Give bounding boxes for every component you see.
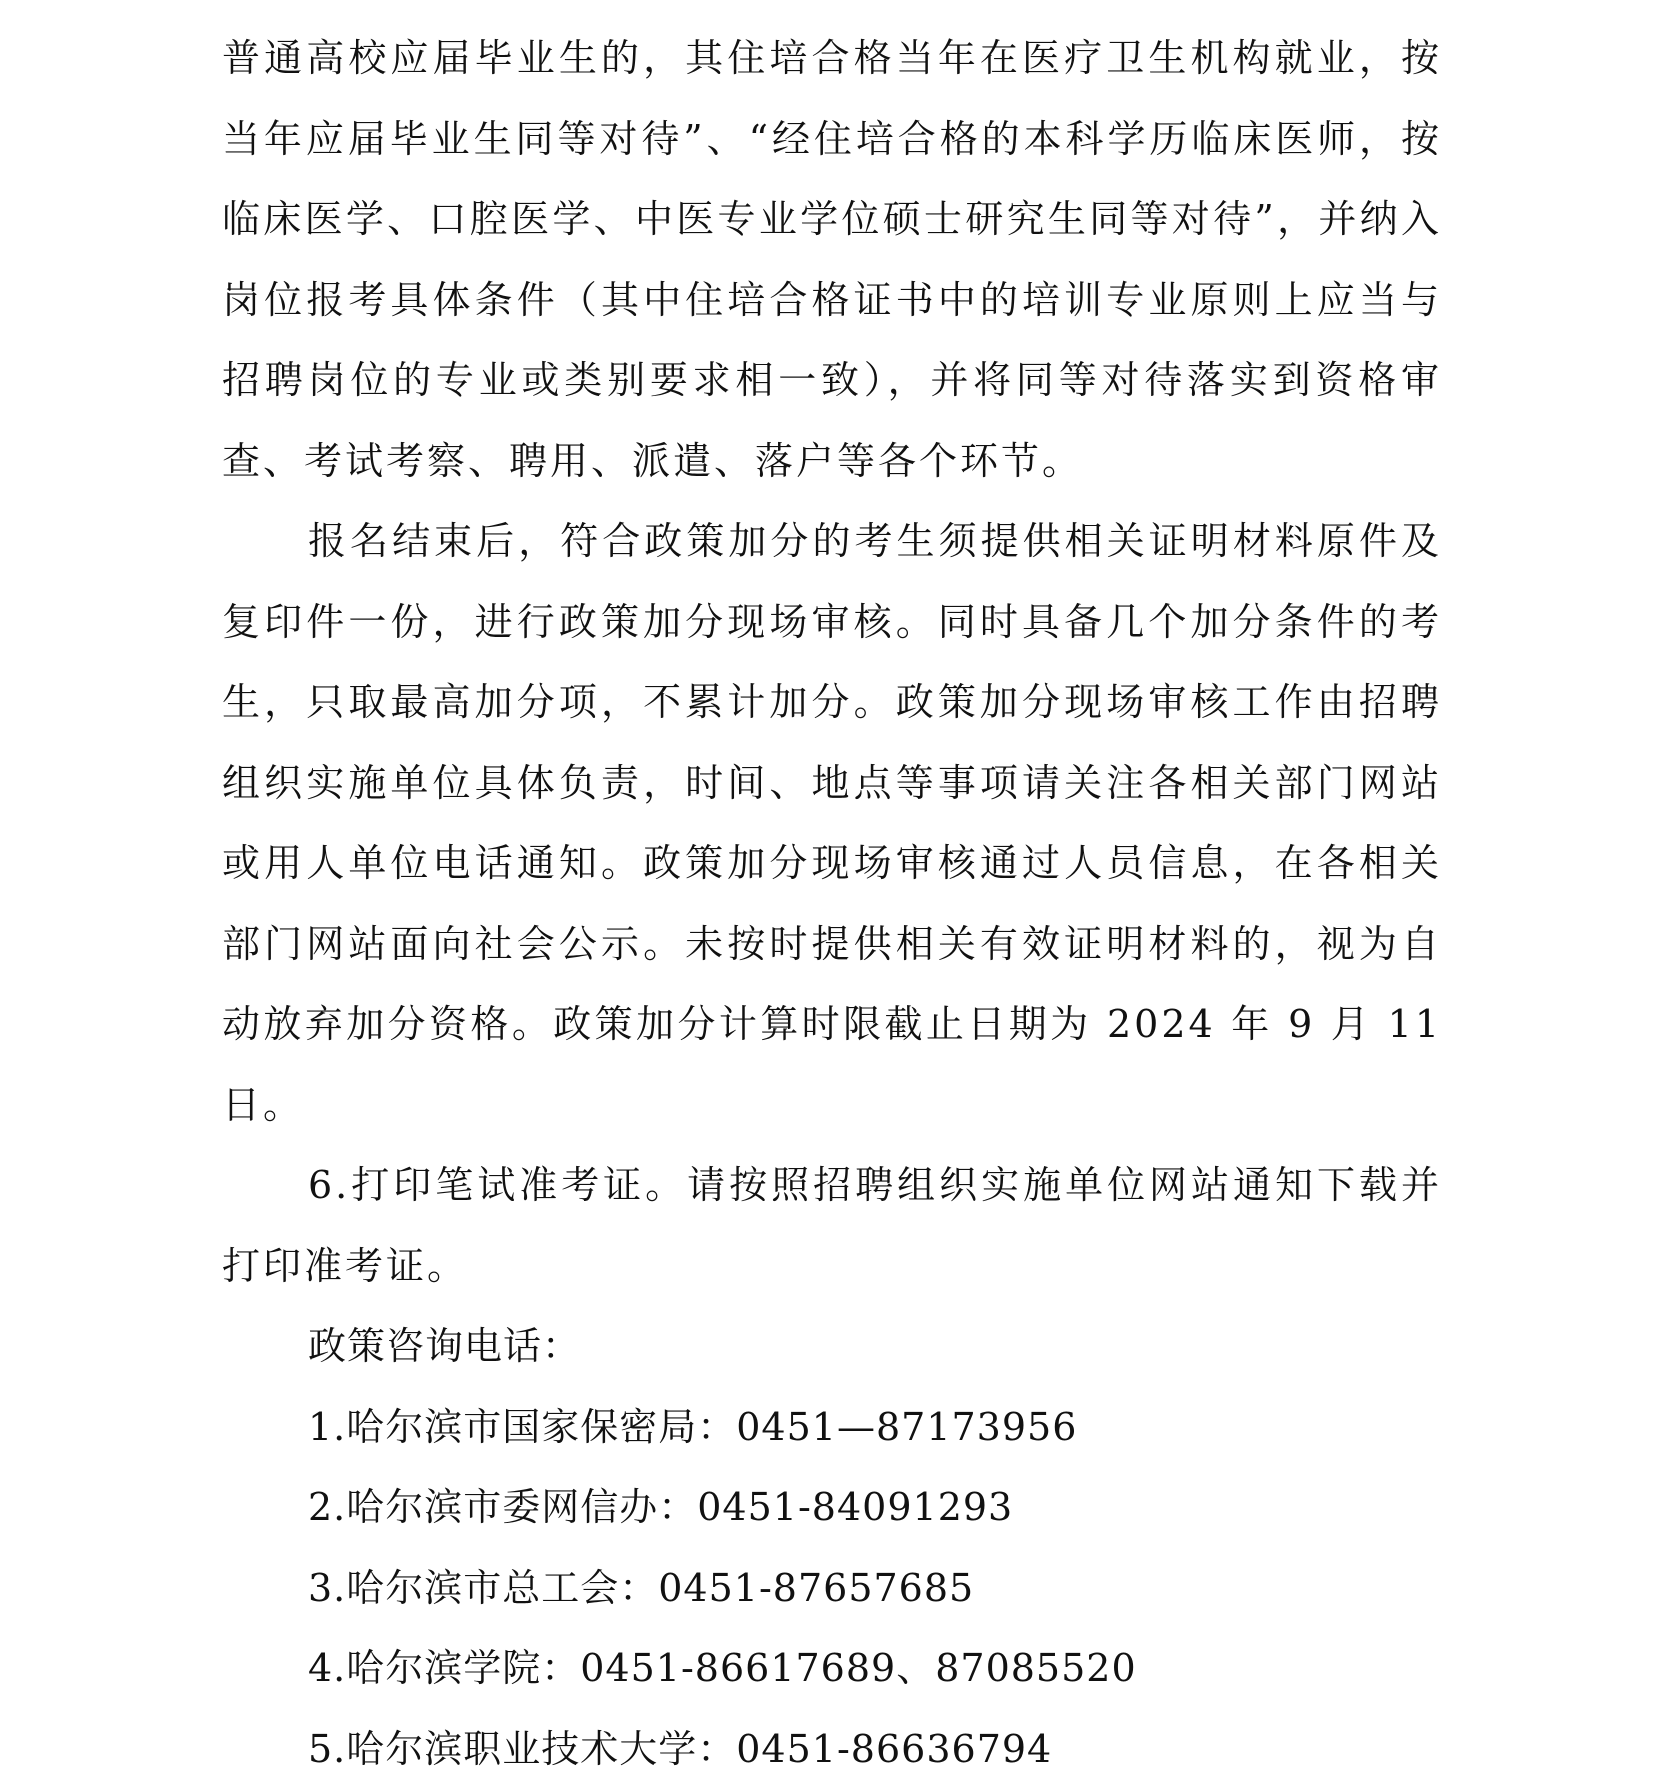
contact-line: 4.哈尔滨学院：0451-86617689、87085520 xyxy=(308,1646,1137,1690)
contact-line: 2.哈尔滨市委网信办：0451-84091293 xyxy=(308,1485,1014,1529)
document-page xyxy=(222,18,1442,1789)
contact-line: 5.哈尔滨职业技术大学：0451-86636794 xyxy=(308,1726,1053,1771)
contact-line: 3.哈尔滨市总工会：0451-87657685 xyxy=(308,1565,975,1610)
paragraph-print-admission-ticket: 6.打印笔试准考证。请按照招聘组织实施单位网站通知下载并打印准考证。 xyxy=(222,1163,1442,1288)
paragraph-policy-points: 报名结束后，符合政策加分的考生须提供相关证明材料原件及复印件一份，进行政策加分现场审核。同时具备几个加分条件的考生，只取最高加分项，不累计加分。政策加分现场审核工作由招聘组织实施单位具体负责，时间、地点等事项请关注各相关部门网站或用人单位电话通知。政策加分现场审核通过人员信息，在各相关部门网站面向社会公示。未按时提供相关有效证明材料的，视为自动放弃加分资格。政策加分计算时限截止日期为 2024 年 9 月 11 日。 xyxy=(222,519,1442,1127)
paragraph-continuation: 普通高校应届毕业生的，其住培合格当年在医疗卫生机构就业，按当年应届毕业生同等对待”、“经住培合格的本科学历临床医师，按临床医学、口腔医学、中医专业学位硕士研究生同等对待”，并纳入岗位报考具体条件（其中住培合格证书中的培训专业原则上应当与招聘岗位的专业或类别要求相一致），并将同等对待落实到资格审查、考试考察、聘用、派遣、落户等各个环节。 xyxy=(222,36,1442,483)
contact-line: 1.哈尔滨市国家保密局：0451—87173956 xyxy=(308,1404,1078,1449)
consultation-heading: 政策咨询电话： xyxy=(308,1324,582,1368)
